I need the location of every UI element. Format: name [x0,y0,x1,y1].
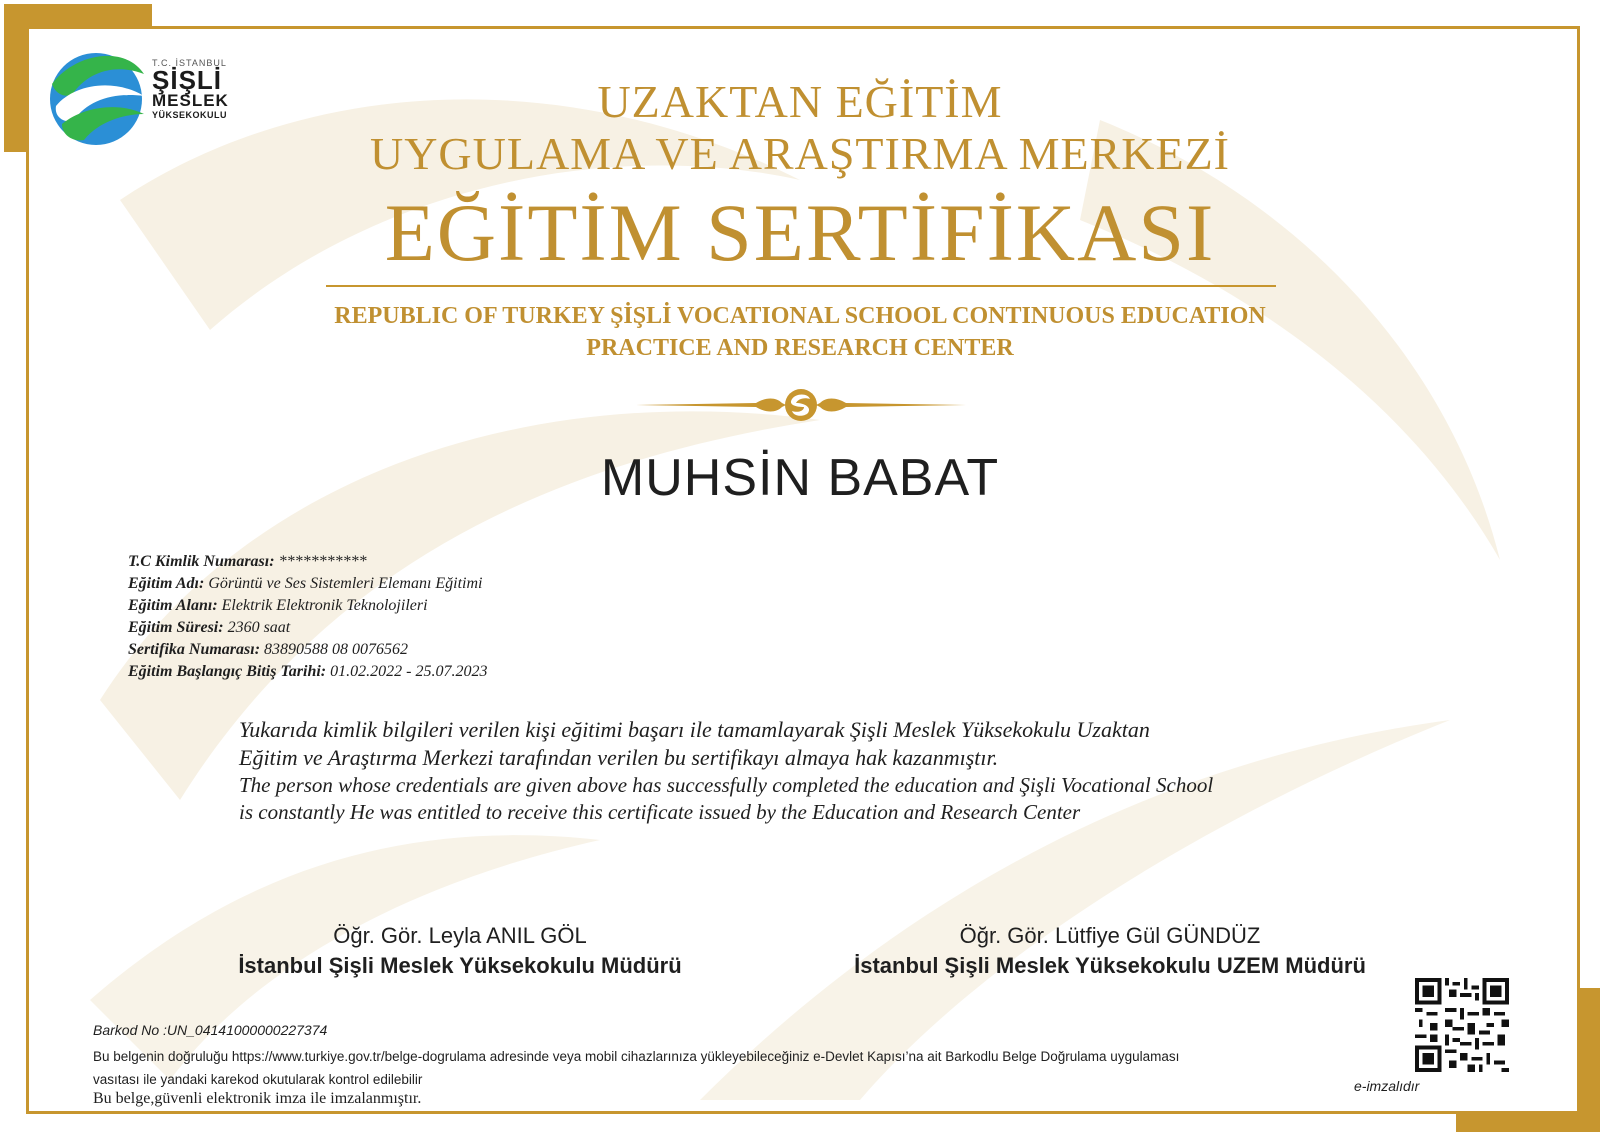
logo-line-4: YÜKSEKOKULU [152,110,228,120]
signature-2-title: İstanbul Şişli Meslek Yüksekokulu UZEM Müdürü [854,953,1366,978]
header-line-1: UZAKTAN EĞİTİM [597,76,1003,127]
school-logo-text [152,58,229,120]
id-value: *********** [274,553,367,570]
signature-1-title: İstanbul Şişli Meslek Yüksekokulu Müdürü [238,953,682,978]
info-row-id [128,551,487,573]
cert-label: Sertifika Numarası: [128,641,261,658]
signature-2-name: Öğr. Gör. Lütfiye Gül GÜNDÜZ [959,923,1261,948]
e-signature-note: Bu belge,güvenli elektronik imza ile imzalanmıştır. [93,1090,422,1107]
e-signed-label: e-imzalıdır [1354,1078,1420,1094]
duration-value: 2360 saat [223,619,291,636]
duration-label: Eğitim Süresi: [128,619,224,636]
verification-line-1: Bu belgenin doğruluğu https://www.turkiye.gov.tr/belge-dogrulama adresinde veya mobil cihazlarınıza yükleyebileceğiniz e-Devlet Kapısı’na ait Barkodlu Belge Doğrulama uygulaması [93,1049,1180,1064]
course-value: Görüntü ve Ses Sistemleri Elemanı Eğitimi [204,575,483,592]
verification-line-2: vasıtası ile yandaki karekod okutularak kontrol edilebilir [93,1072,423,1087]
signature-block-1 [180,921,740,981]
logo-line-3: MESLEK [152,91,229,110]
statement-en-line-1: The person whose credentials are given above has successfully completed the education and Şişli Vocational School [239,773,1214,797]
certificate-title: EĞİTİM SERTİFİKASI [384,187,1216,278]
course-label: Eğitim Adı: [128,575,205,592]
ornament-divider-icon [636,385,966,425]
statement-en-line-2: is constantly He was entitled to receive this certificate issued by the Education and Research Center [239,800,1081,824]
statement-tr-line-2: Eğitim ve Araştırma Merkezi tarafından verilen bu sertifikayı almaya hak kazanmıştır. [239,745,999,770]
header-line-2: UYGULAMA VE ARAŞTIRMA MERKEZİ [369,128,1231,179]
recipient-name: MUHSİN BABAT [600,449,1000,507]
english-header [300,300,1300,364]
cert-value: 83890588 08 0076562 [260,641,409,658]
barcode-number: Barkod No :UN_04141000000227374 [93,1022,328,1038]
info-row-duration [128,617,487,639]
field-value: Elektrik Elektronik Teknolojileri [217,597,428,614]
id-label: T.C Kimlik Numarası: [128,553,275,570]
corner-decoration-bottom-right-side [1580,988,1600,1132]
certificate-info [128,551,487,683]
english-header-line-1: REPUBLIC OF TURKEY ŞİŞLİ VOCATIONAL SCHOOL CONTINUOUS EDUCATION [334,303,1266,329]
signature-block-2 [820,921,1400,981]
logo-line-2: ŞİŞLİ [152,65,223,95]
dates-value: 01.02.2022 - 25.07.2023 [326,663,488,680]
logo-line-1: T.C. İSTANBUL [152,58,227,68]
title-underline [326,285,1276,287]
english-header-line-2: PRACTICE AND RESEARCH CENTER [586,335,1014,361]
verification-note [93,1045,1383,1091]
statement-tr-line-1: Yukarıda kimlik bilgileri verilen kişi eğitimi başarı ile tamamlayarak Şişli Meslek Yüksekokulu Uzaktan [239,717,1150,742]
corner-decoration-bottom-right [1456,1114,1596,1132]
info-row-dates [128,661,487,683]
info-row-field [128,595,487,617]
corner-decoration-top-left [4,4,152,26]
info-row-course [128,573,487,595]
field-label: Eğitim Alanı: [128,597,218,614]
corner-decoration-top-left-side [4,4,26,152]
signature-1-name: Öğr. Gör. Leyla ANIL GÖL [333,923,587,948]
certificate-statement [239,716,1399,826]
dates-label: Eğitim Başlangıç Bitiş Tarihi: [128,663,327,680]
info-row-cert [128,639,487,661]
qr-code-icon [1415,978,1509,1072]
